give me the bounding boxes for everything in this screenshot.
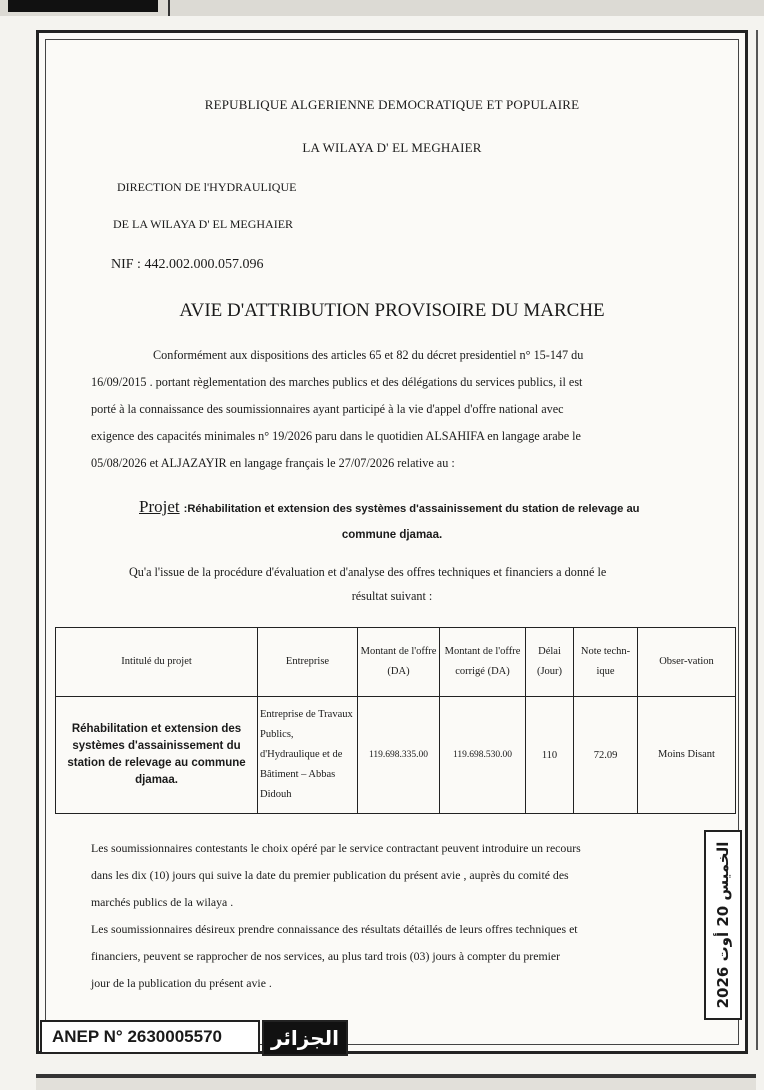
next-article-edge	[36, 1074, 756, 1090]
column-rule	[168, 0, 170, 16]
issue-date-box	[704, 830, 742, 1020]
recours-paragraph	[91, 835, 581, 997]
recours-line: marchés publics de la wilaya .	[91, 895, 234, 909]
direction-line-1: DIRECTION DE l'HYDRAULIQUE	[117, 180, 297, 194]
result-intro-line: Qu'a l'issue de la procédure d'évaluation et d'analyse des offres techniques et financiers a donné le	[129, 565, 607, 579]
cell-montant-corrige: 119.698.530.00	[440, 697, 526, 814]
project-label: Projet	[139, 497, 180, 516]
project-line	[139, 497, 640, 517]
recours-line: jour de la publication du présent avie .	[91, 976, 272, 990]
result-intro-line: résultat suivant :	[351, 589, 433, 603]
direction-line-2: DE LA WILAYA D' EL MEGHAIER	[113, 217, 294, 231]
cell-delai: 110	[526, 697, 574, 814]
table-row	[56, 697, 736, 814]
newspaper-logo: الجزائر	[262, 1020, 348, 1056]
intro-line: porté à la connaissance des soumissionnaires ayant participé à la vie d'appel d'offre national avec	[91, 402, 564, 416]
cell-intitule: Réhabilitation et extension des systèmes d'assainissement du station de relevage au commune djamaa.	[56, 697, 258, 814]
masthead-fragment	[8, 0, 158, 12]
issue-date: الخميس 20 أوت 2026	[714, 841, 732, 1009]
header-montant-corrige: Montant de l'offre corrigé (DA)	[440, 628, 526, 697]
anep-reference: ANEP N° 2630005570	[40, 1020, 260, 1054]
header-delai: Délai (Jour)	[526, 628, 574, 697]
header-entreprise: Entreprise	[258, 628, 358, 697]
header-montant: Montant de l'offre (DA)	[358, 628, 440, 697]
tender-notice	[36, 30, 748, 1054]
newspaper-top-strip	[0, 0, 764, 16]
header-note: Note techn-ique	[574, 628, 638, 697]
intro-paragraph	[91, 342, 583, 477]
cell-entreprise: Entreprise de Travaux Publics, d'Hydraulique et de Bâtiment – Abbas Didouh	[258, 697, 358, 814]
cell-montant: 119.698.335.00	[358, 697, 440, 814]
cell-observation: Moins Disant	[638, 697, 736, 814]
intro-line: 16/09/2015 . portant règlementation des marches publics et des délégations du services publics, il est	[91, 375, 583, 389]
intro-line: 05/08/2026 et ALJAZAYIR en langage français le 27/07/2026 relative au :	[91, 456, 455, 470]
intro-line: exigence des capacités minimales n° 19/2026 paru dans le quotidien ALSAHIFA en langage arabe le	[91, 429, 581, 443]
intro-line: Conformément aux dispositions des articles 65 et 82 du décret presidentiel n° 15-147 du	[153, 348, 584, 362]
wilaya-header: LA WILAYA D' EL MEGHAIER	[302, 140, 482, 155]
recours-line: Les soumissionnaires désireux prendre connaissance des résultats détaillés de leurs offres techniques et	[91, 922, 578, 936]
notice-title: AVIE D'ATTRIBUTION PROVISOIRE DU MARCHE	[179, 300, 605, 321]
header-observation: Obser-vation	[638, 628, 736, 697]
project-description-cont: commune djamaa.	[341, 529, 443, 541]
recours-line: financiers, peuvent se rapprocher de nos services, au plus tard trois (03) jours à compter du premier	[91, 949, 561, 963]
adjacent-column-edge	[756, 30, 762, 1050]
republic-header: REPUBLIQUE ALGERIENNE DEMOCRATIQUE ET POPULAIRE	[204, 97, 580, 112]
project-description: :Réhabilitation et extension des systèmes d'assainissement du station de relevage au	[183, 503, 640, 515]
results-table	[55, 627, 736, 814]
recours-line: dans les dix (10) jours qui suive la date du premier publication du présent avie , auprès du comité des	[91, 868, 569, 882]
recours-line: Les soumissionnaires contestants le choix opéré par le service contractant peuvent introduire un recours	[91, 841, 581, 855]
cell-note: 72.09	[574, 697, 638, 814]
table-header-row	[56, 628, 736, 697]
header-intitule: Intitulé du projet	[56, 628, 258, 697]
nif-number: NIF : 442.002.000.057.096	[111, 257, 264, 272]
